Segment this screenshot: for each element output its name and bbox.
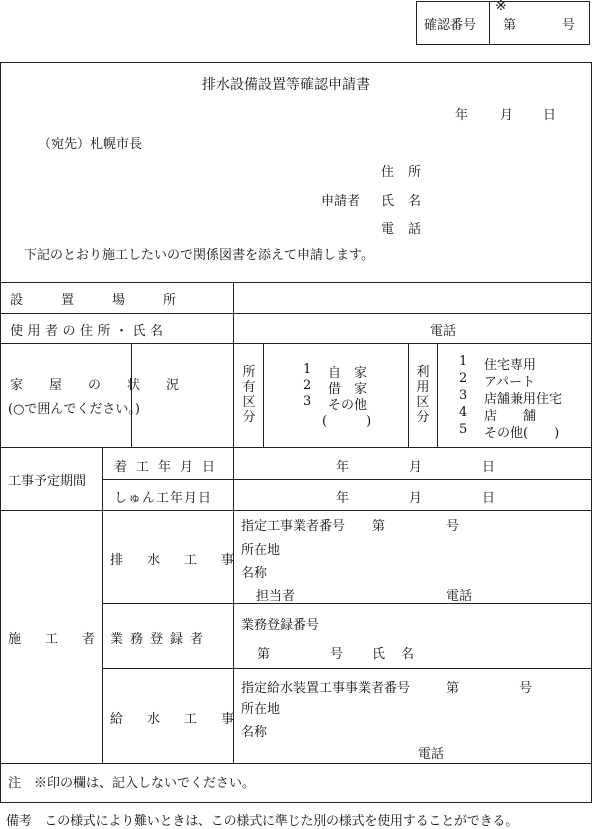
use-option-text[interactable]: 住宅専用 (484, 358, 537, 373)
use-option-text[interactable]: 店 舗 (484, 409, 537, 424)
rule (102, 603, 592, 604)
note: 注 ※印の欄は、記入しないでください。 (8, 776, 256, 791)
water-number-label: 指定給水装置工事事業者番号 (241, 681, 411, 696)
ownership-label: 所 有 区 分 (242, 365, 256, 425)
use-option-text[interactable]: 店舗兼用住宅 (484, 392, 563, 407)
ownership-option-number[interactable]: 2 (303, 378, 312, 393)
use-label: 利 用 区 分 (416, 365, 430, 425)
applicant-label: 申請者 (321, 194, 361, 209)
confirmation-number-label: 確認番号 (424, 18, 477, 33)
ownership-option-text[interactable]: その他 (328, 398, 368, 413)
rule (263, 343, 264, 447)
confirmation-dai: 第 (503, 18, 517, 33)
rule (0, 447, 592, 448)
rule (102, 447, 103, 763)
rule (102, 479, 592, 480)
start-date-label: 着工年月日 (114, 460, 225, 475)
drainage-person-label: 担当者 (256, 589, 296, 604)
house-label: 家屋の状況 (10, 378, 206, 393)
end-day[interactable]: 日 (482, 491, 496, 506)
ownership-option-text[interactable]: 借 家 (328, 382, 368, 397)
contractor-label: 施工者 (8, 632, 120, 647)
date-year: 年 (455, 108, 469, 123)
start-month[interactable]: 月 (409, 460, 423, 475)
registrant-go[interactable]: 号 (330, 647, 344, 662)
use-option-number[interactable]: 1 (459, 354, 468, 369)
intro-text: 下記のとおり施工したいので関係図書を添えて申請します。 (24, 248, 374, 263)
user-label: 使用者の住所・氏名 (10, 324, 168, 339)
use-option-number[interactable]: 5 (459, 422, 468, 437)
rule (0, 763, 592, 764)
rule (0, 510, 592, 511)
drainage-dai[interactable]: 第 (372, 519, 386, 534)
start-day[interactable]: 日 (482, 460, 496, 475)
use-option-text[interactable]: アパート (484, 375, 535, 390)
drainage-name-label: 名称 (241, 566, 268, 581)
water-go[interactable]: 号 (519, 681, 533, 696)
water-phone-label: 電話 (418, 747, 445, 762)
start-year[interactable]: 年 (336, 460, 350, 475)
applicant-phone-label: 電話 (381, 222, 436, 237)
water-work-label: 給水工事 (110, 712, 259, 727)
end-year[interactable]: 年 (336, 491, 350, 506)
user-phone-label: 電話 (430, 324, 457, 339)
end-month[interactable]: 月 (409, 491, 423, 506)
remarks: 備考 この様式により難いときは、この様式に準じた別の様式を使用することができる。 (6, 814, 519, 829)
addressee: （宛先）札幌市長 (38, 137, 143, 152)
applicant-name-label: 氏名 (381, 194, 436, 209)
date-month: 月 (500, 108, 514, 123)
ownership-option-number[interactable]: 1 (303, 362, 312, 377)
reserved-mark: ※ (495, 0, 507, 14)
use-option-text[interactable]: その他( ) (484, 426, 560, 441)
ownership-option-number[interactable]: 3 (303, 394, 312, 409)
rule (131, 343, 132, 447)
schedule-label: 工事予定期間 (8, 474, 87, 489)
drainage-phone-label: 電話 (446, 589, 473, 604)
ownership-option-text[interactable]: ( ) (322, 414, 372, 429)
rule (408, 343, 409, 447)
water-dai[interactable]: 第 (446, 681, 460, 696)
user-field[interactable] (234, 314, 591, 342)
ownership-option-text[interactable]: 自 家 (328, 366, 368, 381)
use-option-number[interactable]: 4 (459, 405, 468, 420)
water-location-label: 所在地 (241, 702, 281, 717)
end-date-label: しゅん工年月日 (114, 491, 213, 506)
date-day: 日 (543, 108, 557, 123)
rule (0, 343, 592, 344)
registrant-number-label: 業務登録番号 (241, 618, 320, 633)
location-field[interactable] (234, 283, 591, 312)
rule (102, 668, 592, 669)
water-name-label: 名称 (241, 725, 268, 740)
rule (437, 343, 438, 447)
location-label: 設置場所 (10, 293, 215, 308)
applicant-address-label: 住所 (381, 165, 436, 180)
form-title: 排水設備設置等確認申請書 (202, 77, 370, 93)
confirmation-go: 号 (562, 18, 576, 33)
drainage-location-label: 所在地 (241, 543, 281, 558)
rule (233, 282, 234, 763)
registrant-label: 業務登録者 (110, 632, 211, 647)
drainage-work-label: 排水工事 (110, 553, 259, 568)
use-option-number[interactable]: 2 (459, 371, 468, 386)
house-note: (○で囲んでください。) (8, 402, 140, 417)
confirmation-box-divider (489, 1, 490, 45)
registrant-name-label: 氏名 (372, 647, 431, 662)
use-option-number[interactable]: 3 (459, 388, 468, 403)
drainage-number-label: 指定工事業者番号 (241, 519, 346, 534)
drainage-go[interactable]: 号 (446, 519, 460, 534)
registrant-dai[interactable]: 第 (257, 647, 271, 662)
